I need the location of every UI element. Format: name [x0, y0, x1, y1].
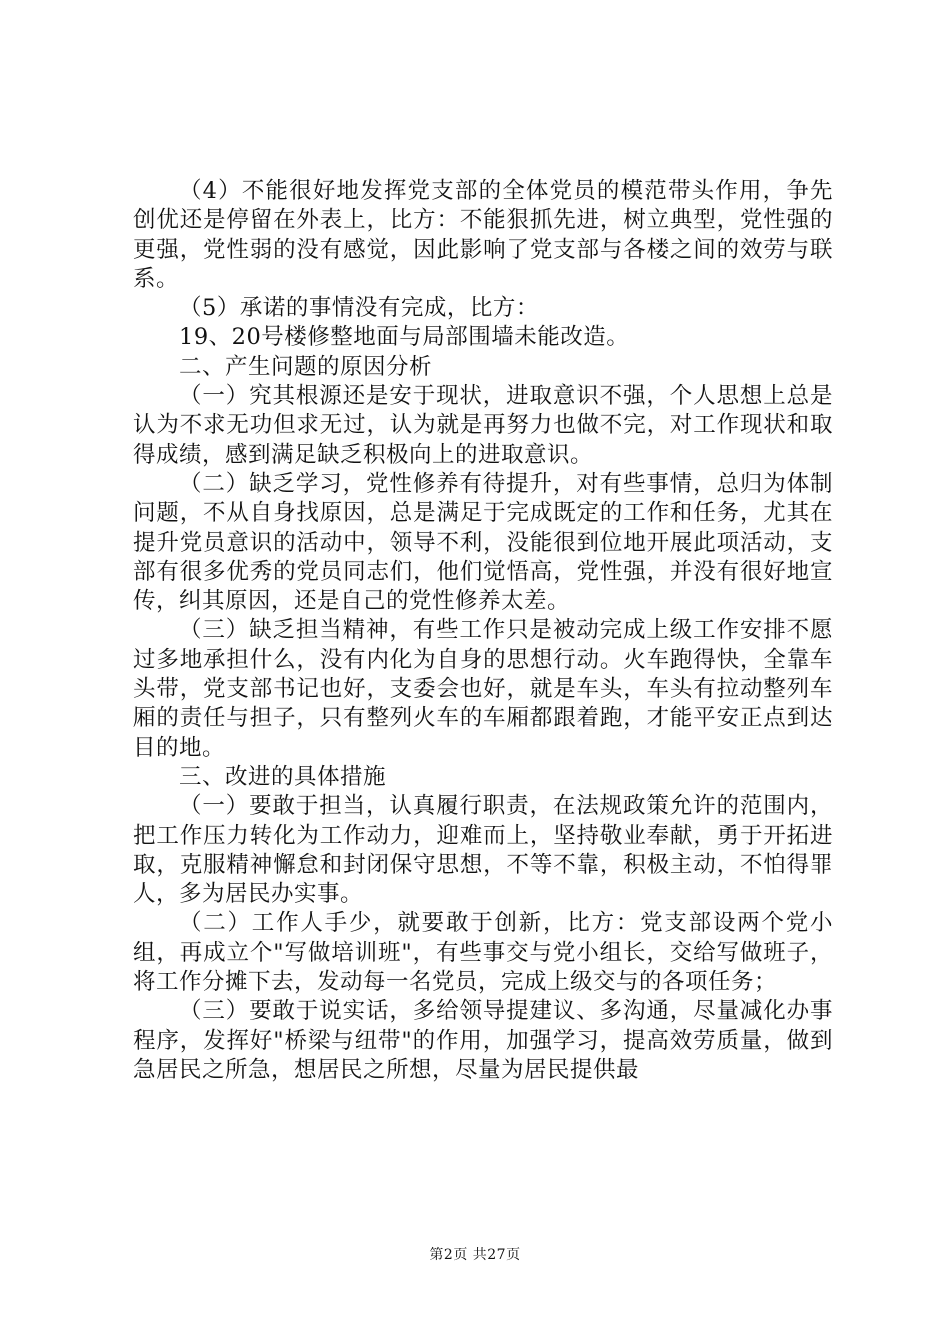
paragraph-measure-2: （二）工作人手少，就要敢于创新，比方：党支部设两个党小组，再成立个"写做培训班"，有些事交与党小组长，交给写做班子，将工作分摊下去，发动每一名党员，完成上级交与的各项任务； [133, 910, 833, 996]
section-heading-causes: 二、产生问题的原因分析 [179, 353, 433, 380]
paragraph-item-4: （4）不能很好地发挥党支部的全体党员的模范带头作用，争先创优还是停留在外表上，比方：不能狠抓先进，树立典型，党性强的更强，党性弱的没有感觉，因此影响了党支部与各楼之间的效劳与联系。 [133, 178, 833, 292]
paragraph-buildings-19-20: 19、20号楼修整地面与局部围墙未能改造。 [179, 324, 630, 351]
paragraph-cause-2: （二）缺乏学习，党性修养有待提升，对有些事情，总归为体制问题，不从自身找原因，总是满足于完成既定的工作和任务，尤其在提升党员意识的活动中，领导不利，没能很到位地开展此项活动，支部有很多优秀的党员同志们，他们觉悟高，党性强，并没有很好地宣传，纠其原因，还是自己的党性修养太差。 [133, 470, 833, 615]
paragraph-measure-3: （三）要敢于说实话，多给领导提建议、多沟通，尽量减化办事程序，发挥好"桥梁与纽带"的作用，加强学习，提高效劳质量，做到急居民之所急，想居民之所想，尽量为居民提供最 [133, 998, 833, 1083]
paragraph-cause-3: （三）缺乏担当精神，有些工作只是被动完成上级工作安排不愿过多地承担什么，没有内化为自身的思想行动。火车跑得快，全靠车头带，党支部书记也好，支委会也好，就是车头，车头有拉动整列车厢的责任与担子，只有整列火车的车厢都跟着跑，才能平安正点到达目的地。 [133, 617, 833, 761]
paragraph-cause-1: （一）究其根源还是安于现状，进取意识不强，个人思想上总是认为不求无功但求无过，认为就是再努力也做不完，对工作现状和取得成绩，感到满足缺乏积极向上的进取意识。 [133, 383, 833, 468]
paragraph-item-5: （5）承诺的事情没有完成，比方： [179, 295, 539, 322]
document-body [133, 177, 833, 1085]
page-number-footer: 第2页 共27页 [429, 1247, 521, 1263]
paragraph-measure-1: （一）要敢于担当，认真履行职责，在法规政策允许的范围内，把工作压力转化为工作动力，迎难而上，坚持敬业奉献，勇于开拓进取，克服精神懈怠和封闭保守思想，不等不靠，积极主动，不怕得罪人，多为居民办实事。 [133, 793, 833, 908]
section-heading-measures: 三、改进的具体措施 [179, 763, 387, 790]
